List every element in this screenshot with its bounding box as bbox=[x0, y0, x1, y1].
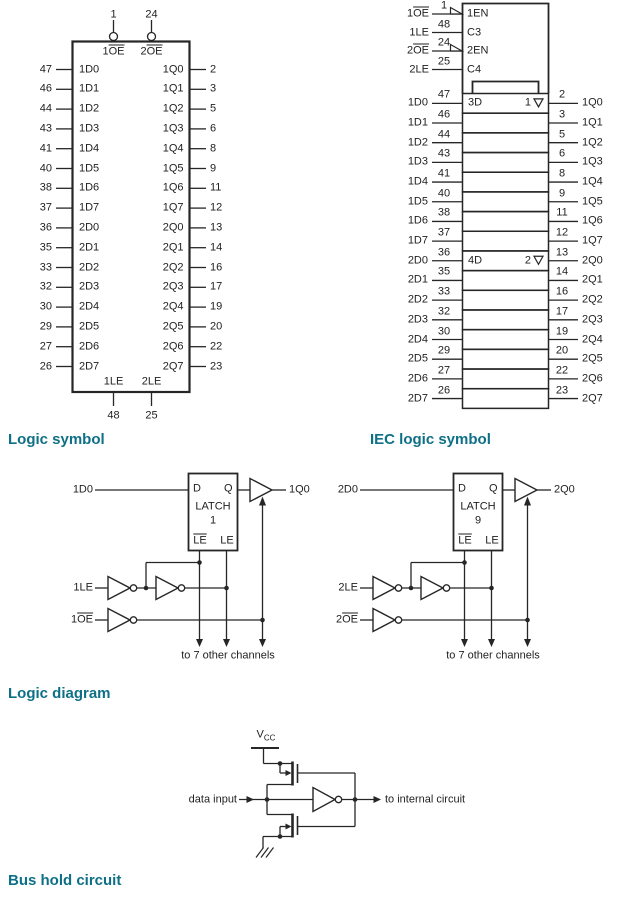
pin-number: 46 bbox=[437, 108, 451, 121]
inverter-icon bbox=[421, 577, 443, 600]
pin-number: 36 bbox=[437, 246, 451, 259]
pin-label: 1Q3 bbox=[162, 122, 184, 135]
port-label: LE bbox=[220, 534, 234, 547]
pin-label: 1Q2 bbox=[582, 136, 603, 149]
pin-label: 2D5 bbox=[407, 352, 428, 365]
label-text: 2 bbox=[140, 45, 147, 58]
port-label: 1LE bbox=[103, 375, 124, 388]
arrow-down-icon bbox=[524, 639, 531, 647]
pin-label: 2D6 bbox=[407, 372, 428, 385]
junction-dot bbox=[489, 586, 494, 591]
pin-number: 22 bbox=[210, 340, 223, 353]
pin-number: 30 bbox=[437, 325, 451, 337]
pin-number: 17 bbox=[555, 305, 569, 318]
inverter-icon bbox=[108, 609, 130, 632]
signal-label: 1LE bbox=[73, 581, 93, 594]
pin-number: 5 bbox=[210, 102, 217, 115]
port-label: D bbox=[458, 482, 466, 495]
latch-title: 9 bbox=[474, 514, 482, 527]
pin-number: 8 bbox=[558, 167, 566, 180]
port-label bbox=[102, 47, 124, 58]
arrow-down-icon bbox=[461, 639, 468, 647]
label-text: 1 bbox=[102, 45, 109, 58]
pin-number: 36 bbox=[39, 221, 52, 234]
port-label: Q bbox=[488, 482, 498, 495]
label-overline-text: $\overline{OE}$ bbox=[146, 45, 163, 58]
pin-number: 27 bbox=[437, 364, 451, 377]
arrow-right-icon bbox=[286, 770, 292, 776]
signal-label: 1D0 bbox=[72, 483, 93, 496]
pin-label: 1Q3 bbox=[582, 155, 603, 168]
caption-iec-logic-symbol: IEC logic symbol bbox=[370, 431, 491, 448]
iec-row-box bbox=[463, 310, 549, 330]
pin-number: 23 bbox=[210, 360, 223, 372]
iec-row-box bbox=[463, 192, 549, 212]
pin-label: 2Q7 bbox=[582, 392, 603, 405]
pin-label: 2D3 bbox=[79, 280, 100, 293]
pin-number: 11 bbox=[556, 206, 568, 219]
pin-label: 2Q4 bbox=[162, 300, 184, 313]
pin-number: 32 bbox=[39, 280, 52, 293]
pin-label: 2D2 bbox=[79, 261, 100, 273]
pin-label: 1D0 bbox=[407, 96, 428, 109]
pin-number: 33 bbox=[39, 261, 52, 273]
pin-number: 1 bbox=[110, 8, 117, 21]
pin-label: 1D4 bbox=[79, 142, 100, 155]
inverter-icon bbox=[373, 609, 395, 632]
pin-number: 19 bbox=[210, 300, 223, 313]
port-label: 2 bbox=[524, 254, 531, 267]
label-overline-text: $\overline{LE}$ bbox=[458, 534, 472, 547]
pin-number: 13 bbox=[555, 246, 569, 259]
pin-number: 35 bbox=[39, 241, 52, 254]
pin-label: 2Q0 bbox=[582, 254, 603, 267]
port-label bbox=[458, 536, 471, 547]
pin-number: 9 bbox=[210, 162, 217, 174]
pin-number: 33 bbox=[437, 285, 451, 298]
pin-label: 1Q2 bbox=[162, 102, 184, 115]
signal-label bbox=[336, 615, 358, 626]
pin-number: 20 bbox=[555, 344, 569, 357]
pin-label: 2D0 bbox=[407, 254, 428, 267]
pin-number: 29 bbox=[437, 344, 451, 357]
pin-label: 2Q3 bbox=[162, 280, 184, 293]
pin-number: 14 bbox=[555, 265, 569, 278]
port-label bbox=[193, 536, 206, 547]
pin-number: 44 bbox=[39, 102, 52, 115]
not-bubble-icon bbox=[395, 585, 401, 591]
inverter-icon bbox=[313, 788, 335, 812]
pin-number: 6 bbox=[558, 147, 566, 160]
pin-label: 1Q0 bbox=[582, 96, 603, 109]
latch-title: LATCH bbox=[460, 500, 496, 513]
pin-label: 1Q6 bbox=[582, 214, 603, 227]
pin-number: 47 bbox=[39, 63, 52, 75]
pin-number: 1 bbox=[440, 0, 448, 12]
buffer-icon bbox=[515, 479, 537, 502]
arrow-right-icon bbox=[286, 824, 292, 830]
pin-number: 24 bbox=[437, 36, 451, 49]
pin-number: 37 bbox=[39, 201, 52, 214]
pin-number: 29 bbox=[39, 320, 52, 333]
pin-number: 12 bbox=[555, 226, 569, 239]
not-bubble-icon bbox=[443, 585, 449, 591]
pin-number: 27 bbox=[39, 340, 52, 353]
pin-label: 2Q5 bbox=[162, 320, 184, 333]
pin-number: 40 bbox=[437, 187, 451, 200]
pin-number: 38 bbox=[437, 206, 451, 219]
pin-number: 19 bbox=[555, 325, 569, 337]
pin-label: 1Q5 bbox=[582, 195, 603, 208]
pin-number: 32 bbox=[437, 305, 451, 318]
junction-dot bbox=[525, 618, 530, 623]
pin-number: 16 bbox=[555, 285, 569, 298]
signal-label: 1Q0 bbox=[289, 483, 310, 496]
inverter-icon bbox=[156, 577, 178, 600]
pin-number: 2 bbox=[210, 63, 217, 75]
three-state-icon bbox=[534, 99, 543, 107]
iec-row-box bbox=[463, 113, 549, 133]
iec-row-box bbox=[463, 212, 549, 232]
pin-number: 3 bbox=[210, 82, 217, 95]
signal-label: 2D0 bbox=[337, 483, 358, 496]
pin-label: 2D4 bbox=[407, 333, 428, 345]
pin-number: 24 bbox=[145, 8, 158, 21]
pin-number: 25 bbox=[145, 409, 158, 422]
label-text: 1 bbox=[70, 613, 78, 626]
vcc-subscript: CC bbox=[263, 733, 276, 743]
note-label: to 7 other channels bbox=[446, 649, 540, 662]
input-label: data input bbox=[188, 793, 237, 806]
pin-number: 12 bbox=[210, 201, 223, 214]
pin-label: 2Q1 bbox=[162, 241, 184, 254]
pin-number: 26 bbox=[437, 384, 451, 397]
pin-number: 8 bbox=[210, 142, 217, 155]
pin-number: 6 bbox=[210, 122, 217, 135]
junction-dot bbox=[462, 560, 467, 565]
pin-number: 5 bbox=[558, 128, 566, 141]
iec-row-box bbox=[463, 153, 549, 173]
pin-number: 41 bbox=[437, 167, 451, 180]
pin-number: 9 bbox=[558, 187, 566, 200]
iec-row-box bbox=[463, 369, 549, 389]
pin-label: 2Q4 bbox=[582, 333, 603, 345]
pin-number: 2 bbox=[558, 88, 566, 101]
pin-label: 2D1 bbox=[79, 241, 100, 254]
pin-label: 1D3 bbox=[407, 155, 428, 168]
pin-label: 2D3 bbox=[407, 313, 428, 326]
pin-label: 2D5 bbox=[79, 320, 100, 333]
port-label: Q bbox=[223, 482, 233, 495]
pin-label: 1D0 bbox=[79, 63, 100, 75]
pin-number: 22 bbox=[555, 364, 569, 377]
pin-label: 1Q7 bbox=[162, 201, 184, 214]
pin-number: 14 bbox=[210, 241, 223, 254]
pin-label: 1Q4 bbox=[582, 175, 603, 188]
vcc-label bbox=[257, 730, 276, 741]
iec-row-box bbox=[463, 290, 549, 310]
pin-number: 23 bbox=[555, 384, 569, 397]
pin-label: 1D2 bbox=[407, 136, 428, 149]
latch-title: 1 bbox=[209, 514, 217, 527]
port-label: 2LE bbox=[409, 63, 429, 75]
pin-number: 16 bbox=[210, 261, 223, 273]
label-overline-text: $\overline{OE}$ bbox=[108, 45, 125, 58]
pin-number: 48 bbox=[107, 409, 120, 422]
pin-label: 2Q5 bbox=[582, 352, 603, 365]
pin-label: 1Q1 bbox=[582, 116, 603, 129]
pin-label: 2D0 bbox=[79, 221, 100, 234]
pin-label: 2Q6 bbox=[162, 340, 184, 353]
polarity-icon bbox=[451, 8, 463, 15]
pin-number: 46 bbox=[39, 82, 52, 95]
port-label bbox=[407, 9, 429, 20]
pin-number: 48 bbox=[437, 18, 451, 30]
arrow-up-icon bbox=[259, 497, 266, 506]
arrow-down-icon bbox=[259, 639, 266, 647]
not-bubble-icon bbox=[335, 796, 341, 802]
pin-label: 2D4 bbox=[79, 300, 100, 313]
pin-number: 3 bbox=[558, 108, 566, 121]
not-bubble-icon bbox=[395, 617, 401, 623]
label-overline-text: $\overline{OE}$ bbox=[77, 613, 93, 626]
pin-number: 20 bbox=[210, 320, 223, 333]
label-overline-text: $\overline{LE}$ bbox=[193, 534, 207, 547]
arrow-up-icon bbox=[524, 497, 531, 506]
label-overline-text: $\overline{OE}$ bbox=[342, 613, 358, 626]
pin-label: 1Q4 bbox=[162, 142, 184, 155]
port-label: 1EN bbox=[467, 7, 489, 20]
iec-control-block-notch bbox=[473, 82, 539, 94]
port-label: 1 bbox=[524, 96, 531, 109]
pin-label: 2Q6 bbox=[582, 372, 603, 385]
pin-label: 1Q1 bbox=[162, 82, 184, 95]
caption-bus-hold: Bus hold circuit bbox=[8, 872, 122, 889]
buffer-icon bbox=[250, 479, 272, 502]
pin-label: 1D5 bbox=[407, 195, 428, 208]
label-text: V bbox=[256, 728, 264, 741]
label-text: 1 bbox=[406, 7, 414, 20]
pin-number: 17 bbox=[210, 280, 223, 293]
latch-title: LATCH bbox=[195, 500, 231, 513]
not-bubble-icon bbox=[130, 617, 136, 623]
caption-logic-diagram: Logic diagram bbox=[8, 685, 111, 702]
label-overline-text: $\overline{OE}$ bbox=[413, 44, 429, 57]
active-low-bubble-icon bbox=[148, 33, 156, 41]
signal-label: 2LE bbox=[338, 581, 358, 594]
label-text: 2 bbox=[406, 44, 414, 57]
pin-label: 1D5 bbox=[79, 162, 100, 174]
pin-label: 1D7 bbox=[79, 201, 100, 214]
label-text: 2 bbox=[335, 613, 343, 626]
port-label: 2EN bbox=[467, 44, 489, 57]
signal-label: 2Q0 bbox=[554, 483, 575, 496]
pin-label: 1D1 bbox=[79, 82, 100, 95]
pin-label: 1Q6 bbox=[162, 181, 184, 194]
arrow-down-icon bbox=[488, 639, 495, 647]
inverter-icon bbox=[373, 577, 395, 600]
pin-label: 1D6 bbox=[79, 181, 100, 194]
pin-number: 35 bbox=[437, 265, 451, 278]
junction-dot bbox=[260, 618, 265, 623]
junction-dot bbox=[224, 586, 229, 591]
port-label: 2LE bbox=[141, 375, 162, 388]
pin-number: 25 bbox=[437, 55, 451, 67]
pin-number: 26 bbox=[39, 360, 52, 372]
port-label: 1LE bbox=[409, 26, 429, 38]
three-state-icon bbox=[534, 256, 543, 264]
pin-label: 2D2 bbox=[407, 293, 428, 306]
pin-number: 40 bbox=[39, 162, 52, 174]
junction-dot bbox=[197, 560, 202, 565]
arrow-right-icon bbox=[374, 796, 382, 803]
pin-label: 1Q7 bbox=[582, 234, 603, 247]
pin-number: 43 bbox=[437, 147, 451, 160]
pin-label: 2Q0 bbox=[162, 221, 184, 234]
pin-number: 11 bbox=[210, 181, 222, 194]
pin-label: 2D6 bbox=[79, 340, 100, 353]
pin-label: 2D1 bbox=[407, 273, 428, 286]
active-low-bubble-icon bbox=[110, 33, 118, 41]
pin-label: 1D4 bbox=[407, 175, 428, 188]
pin-label: 2D7 bbox=[407, 392, 428, 405]
arrow-down-icon bbox=[223, 639, 230, 647]
port-label: C3 bbox=[467, 26, 482, 38]
pin-label: 2D7 bbox=[79, 360, 100, 372]
inverter-icon bbox=[108, 577, 130, 600]
port-label: 4D bbox=[468, 254, 483, 267]
pin-number: 30 bbox=[39, 300, 52, 313]
label-overline-text: $\overline{OE}$ bbox=[413, 7, 429, 20]
iec-row-box bbox=[463, 349, 549, 369]
pin-number: 43 bbox=[39, 122, 52, 135]
arrow-right-icon bbox=[247, 796, 255, 803]
output-label: to internal circuit bbox=[385, 793, 466, 806]
not-bubble-icon bbox=[178, 585, 184, 591]
arrow-down-icon bbox=[196, 639, 203, 647]
pin-label: 1D3 bbox=[79, 122, 100, 135]
signal-label bbox=[71, 615, 93, 626]
pin-label: 1Q5 bbox=[162, 162, 184, 174]
pin-label: 2Q2 bbox=[582, 293, 603, 306]
polarity-icon bbox=[451, 45, 463, 52]
caption-logic-symbol: Logic symbol bbox=[8, 431, 105, 448]
pin-label: 1D7 bbox=[407, 234, 428, 247]
port-label bbox=[140, 47, 162, 58]
not-bubble-icon bbox=[130, 585, 136, 591]
pin-label: 2Q3 bbox=[582, 313, 603, 326]
iec-row-box bbox=[463, 330, 549, 350]
pin-number: 13 bbox=[210, 221, 223, 234]
iec-row-box bbox=[463, 389, 549, 409]
port-label bbox=[407, 46, 429, 57]
note-label: to 7 other channels bbox=[181, 649, 275, 662]
pin-label: 2Q2 bbox=[162, 261, 184, 273]
pin-label: 1D6 bbox=[407, 214, 428, 227]
iec-row-box bbox=[463, 172, 549, 192]
iec-row-box bbox=[463, 133, 549, 153]
pin-label: 2Q1 bbox=[582, 273, 603, 286]
pin-number: 47 bbox=[437, 88, 451, 101]
port-label: C4 bbox=[467, 63, 482, 75]
pin-number: 44 bbox=[437, 128, 451, 141]
pin-number: 41 bbox=[39, 142, 52, 155]
pin-number: 37 bbox=[437, 226, 451, 239]
port-label: 3D bbox=[468, 96, 483, 109]
port-label: D bbox=[193, 482, 201, 495]
iec-row-box bbox=[463, 231, 549, 251]
port-label: LE bbox=[485, 534, 499, 547]
pin-label: 1D1 bbox=[407, 116, 428, 129]
iec-row-box bbox=[463, 271, 549, 291]
pin-label: 2Q7 bbox=[162, 360, 184, 372]
pin-label: 1D2 bbox=[79, 102, 100, 115]
pin-label: 1Q0 bbox=[162, 63, 184, 75]
pin-number: 38 bbox=[39, 181, 52, 194]
